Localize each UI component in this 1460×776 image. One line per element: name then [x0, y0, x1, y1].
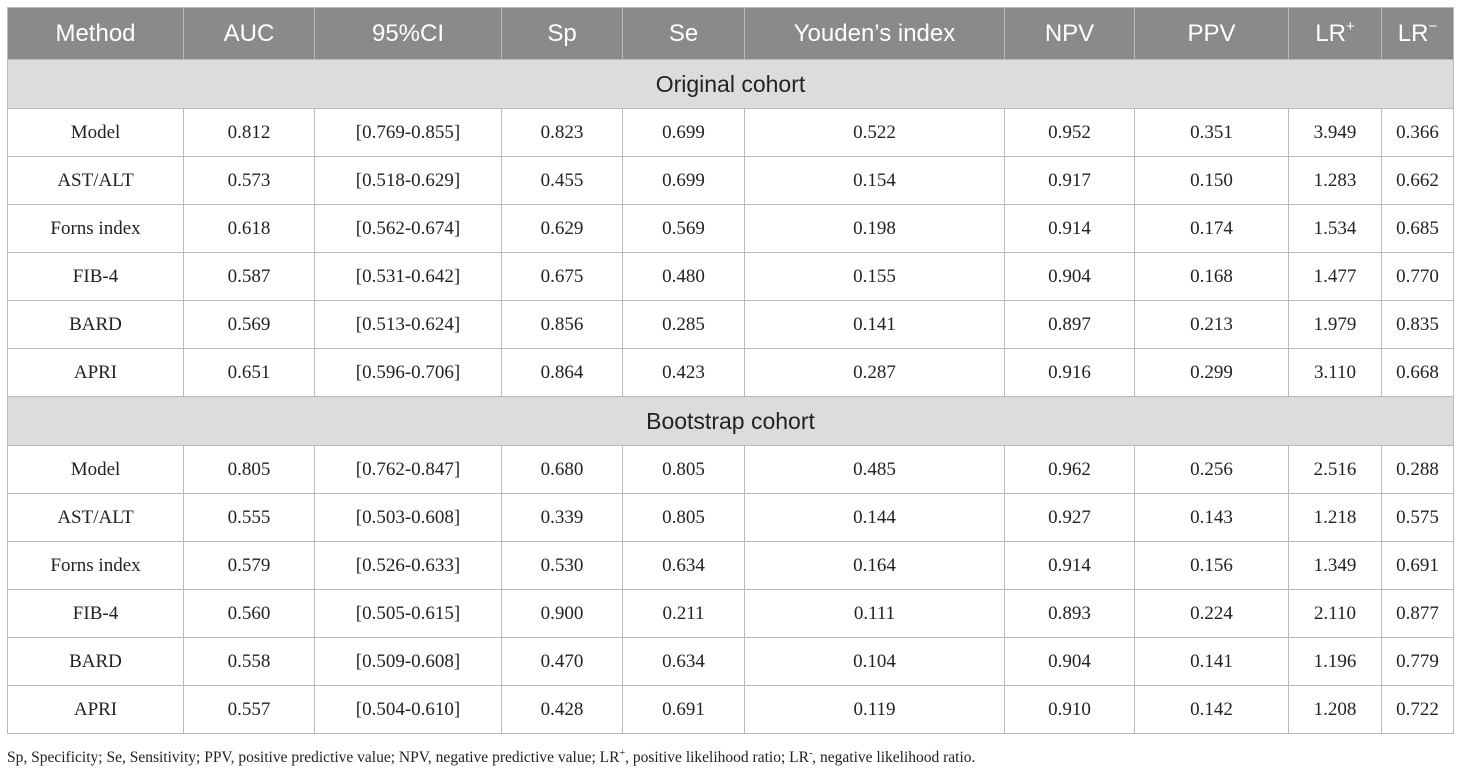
cell-se: 0.634 — [623, 638, 745, 686]
cell-sp: 0.470 — [502, 638, 623, 686]
cell-lr-positive: 3.949 — [1289, 109, 1382, 157]
cell-npv: 0.962 — [1005, 446, 1135, 494]
cell-auc: 0.573 — [184, 157, 315, 205]
cell-lr-negative: 0.288 — [1382, 446, 1454, 494]
section-title: Bootstrap cohort — [8, 397, 1454, 446]
cell-se: 0.211 — [623, 590, 745, 638]
cell-ppv: 0.224 — [1135, 590, 1289, 638]
header-youden-index: Youden’s index — [745, 8, 1005, 60]
table-footnote: Sp, Specificity; Se, Sensitivity; PPV, positive predictive value; NPV, negative predictive value; LR+, positive likelihood ratio; LR-, negative likelihood ratio. — [7, 748, 976, 766]
cell-95ci: [0.504-0.610] — [315, 686, 502, 734]
section-header-row — [8, 60, 1454, 109]
cell-npv: 0.917 — [1005, 157, 1135, 205]
cell-lr-positive: 1.979 — [1289, 301, 1382, 349]
cell-npv: 0.927 — [1005, 494, 1135, 542]
header-sp: Sp — [502, 8, 623, 60]
cell-method: Model — [8, 446, 184, 494]
cell-youden-index: 0.104 — [745, 638, 1005, 686]
cell-youden-index: 0.522 — [745, 109, 1005, 157]
table-row — [8, 590, 1454, 638]
cell-lr-positive: 1.196 — [1289, 638, 1382, 686]
cell-method: BARD — [8, 301, 184, 349]
results-table — [7, 7, 1454, 734]
section-title: Original cohort — [8, 60, 1454, 109]
cell-se: 0.634 — [623, 542, 745, 590]
cell-95ci: [0.505-0.615] — [315, 590, 502, 638]
cell-95ci: [0.509-0.608] — [315, 638, 502, 686]
table-row — [8, 542, 1454, 590]
table-row — [8, 205, 1454, 253]
header-ppv: PPV — [1135, 8, 1289, 60]
cell-method: Model — [8, 109, 184, 157]
table-row — [8, 494, 1454, 542]
cell-se: 0.805 — [623, 494, 745, 542]
cell-ppv: 0.141 — [1135, 638, 1289, 686]
cell-youden-index: 0.119 — [745, 686, 1005, 734]
cell-se: 0.805 — [623, 446, 745, 494]
cell-ppv: 0.299 — [1135, 349, 1289, 397]
cell-lr-negative: 0.691 — [1382, 542, 1454, 590]
cell-method: AST/ALT — [8, 157, 184, 205]
section-header-row — [8, 397, 1454, 446]
cell-auc: 0.558 — [184, 638, 315, 686]
table-row — [8, 109, 1454, 157]
cell-lr-positive: 1.477 — [1289, 253, 1382, 301]
header-row — [8, 8, 1454, 60]
cell-youden-index: 0.287 — [745, 349, 1005, 397]
cell-ppv: 0.213 — [1135, 301, 1289, 349]
cell-npv: 0.904 — [1005, 638, 1135, 686]
cell-auc: 0.805 — [184, 446, 315, 494]
cell-sp: 0.530 — [502, 542, 623, 590]
cell-ppv: 0.256 — [1135, 446, 1289, 494]
table-row — [8, 157, 1454, 205]
cell-lr-negative: 0.366 — [1382, 109, 1454, 157]
table-row — [8, 349, 1454, 397]
cell-auc: 0.651 — [184, 349, 315, 397]
cell-95ci: [0.762-0.847] — [315, 446, 502, 494]
cell-95ci: [0.562-0.674] — [315, 205, 502, 253]
cell-sp: 0.680 — [502, 446, 623, 494]
cell-lr-positive: 3.110 — [1289, 349, 1382, 397]
cell-sp: 0.856 — [502, 301, 623, 349]
cell-lr-positive: 1.534 — [1289, 205, 1382, 253]
cell-sp: 0.339 — [502, 494, 623, 542]
cell-ppv: 0.142 — [1135, 686, 1289, 734]
cell-se: 0.480 — [623, 253, 745, 301]
cell-method: APRI — [8, 349, 184, 397]
cell-95ci: [0.518-0.629] — [315, 157, 502, 205]
cell-95ci: [0.526-0.633] — [315, 542, 502, 590]
cell-auc: 0.569 — [184, 301, 315, 349]
cell-auc: 0.587 — [184, 253, 315, 301]
cell-youden-index: 0.141 — [745, 301, 1005, 349]
cell-ppv: 0.174 — [1135, 205, 1289, 253]
header-lr-negative: LR− — [1382, 8, 1454, 60]
cell-npv: 0.904 — [1005, 253, 1135, 301]
cell-lr-negative: 0.877 — [1382, 590, 1454, 638]
cell-sp: 0.455 — [502, 157, 623, 205]
cell-sp: 0.675 — [502, 253, 623, 301]
cell-method: FIB-4 — [8, 253, 184, 301]
table-header — [8, 8, 1454, 60]
cell-sp: 0.864 — [502, 349, 623, 397]
cell-se: 0.699 — [623, 157, 745, 205]
header-95ci: 95%CI — [315, 8, 502, 60]
table-row — [8, 638, 1454, 686]
cell-se: 0.691 — [623, 686, 745, 734]
cell-ppv: 0.143 — [1135, 494, 1289, 542]
cell-lr-positive: 1.218 — [1289, 494, 1382, 542]
cell-95ci: [0.596-0.706] — [315, 349, 502, 397]
cell-95ci: [0.769-0.855] — [315, 109, 502, 157]
cell-method: APRI — [8, 686, 184, 734]
cell-npv: 0.893 — [1005, 590, 1135, 638]
table-row — [8, 446, 1454, 494]
cell-auc: 0.618 — [184, 205, 315, 253]
cell-lr-positive: 2.516 — [1289, 446, 1382, 494]
cell-youden-index: 0.111 — [745, 590, 1005, 638]
cell-auc: 0.555 — [184, 494, 315, 542]
cell-youden-index: 0.154 — [745, 157, 1005, 205]
cell-auc: 0.560 — [184, 590, 315, 638]
cell-method: Forns index — [8, 205, 184, 253]
cell-ppv: 0.351 — [1135, 109, 1289, 157]
header-auc: AUC — [184, 8, 315, 60]
cell-sp: 0.900 — [502, 590, 623, 638]
cell-youden-index: 0.198 — [745, 205, 1005, 253]
cell-95ci: [0.503-0.608] — [315, 494, 502, 542]
cell-method: Forns index — [8, 542, 184, 590]
cell-method: AST/ALT — [8, 494, 184, 542]
table-row — [8, 253, 1454, 301]
cell-sp: 0.629 — [502, 205, 623, 253]
cell-ppv: 0.150 — [1135, 157, 1289, 205]
cell-lr-positive: 2.110 — [1289, 590, 1382, 638]
cell-npv: 0.952 — [1005, 109, 1135, 157]
cell-ppv: 0.156 — [1135, 542, 1289, 590]
cell-auc: 0.812 — [184, 109, 315, 157]
header-se: Se — [623, 8, 745, 60]
cell-lr-positive: 1.283 — [1289, 157, 1382, 205]
cell-lr-negative: 0.685 — [1382, 205, 1454, 253]
table-row — [8, 301, 1454, 349]
cell-lr-negative: 0.770 — [1382, 253, 1454, 301]
cell-method: BARD — [8, 638, 184, 686]
cell-method: FIB-4 — [8, 590, 184, 638]
cell-se: 0.285 — [623, 301, 745, 349]
cell-auc: 0.557 — [184, 686, 315, 734]
cell-npv: 0.914 — [1005, 542, 1135, 590]
cell-lr-negative: 0.668 — [1382, 349, 1454, 397]
cell-lr-positive: 1.349 — [1289, 542, 1382, 590]
cell-se: 0.423 — [623, 349, 745, 397]
cell-npv: 0.910 — [1005, 686, 1135, 734]
cell-95ci: [0.513-0.624] — [315, 301, 502, 349]
cell-95ci: [0.531-0.642] — [315, 253, 502, 301]
header-lr-positive: LR+ — [1289, 8, 1382, 60]
cell-se: 0.699 — [623, 109, 745, 157]
cell-lr-negative: 0.779 — [1382, 638, 1454, 686]
cell-auc: 0.579 — [184, 542, 315, 590]
cell-lr-negative: 0.662 — [1382, 157, 1454, 205]
cell-lr-negative: 0.835 — [1382, 301, 1454, 349]
cell-lr-negative: 0.575 — [1382, 494, 1454, 542]
cell-npv: 0.914 — [1005, 205, 1135, 253]
cell-youden-index: 0.144 — [745, 494, 1005, 542]
cell-youden-index: 0.485 — [745, 446, 1005, 494]
cell-se: 0.569 — [623, 205, 745, 253]
header-method: Method — [8, 8, 184, 60]
header-npv: NPV — [1005, 8, 1135, 60]
cell-sp: 0.823 — [502, 109, 623, 157]
cell-youden-index: 0.164 — [745, 542, 1005, 590]
cell-lr-positive: 1.208 — [1289, 686, 1382, 734]
cell-youden-index: 0.155 — [745, 253, 1005, 301]
cell-lr-negative: 0.722 — [1382, 686, 1454, 734]
table-row — [8, 686, 1454, 734]
table-body — [8, 60, 1454, 734]
cell-sp: 0.428 — [502, 686, 623, 734]
cell-npv: 0.916 — [1005, 349, 1135, 397]
cell-npv: 0.897 — [1005, 301, 1135, 349]
cell-ppv: 0.168 — [1135, 253, 1289, 301]
